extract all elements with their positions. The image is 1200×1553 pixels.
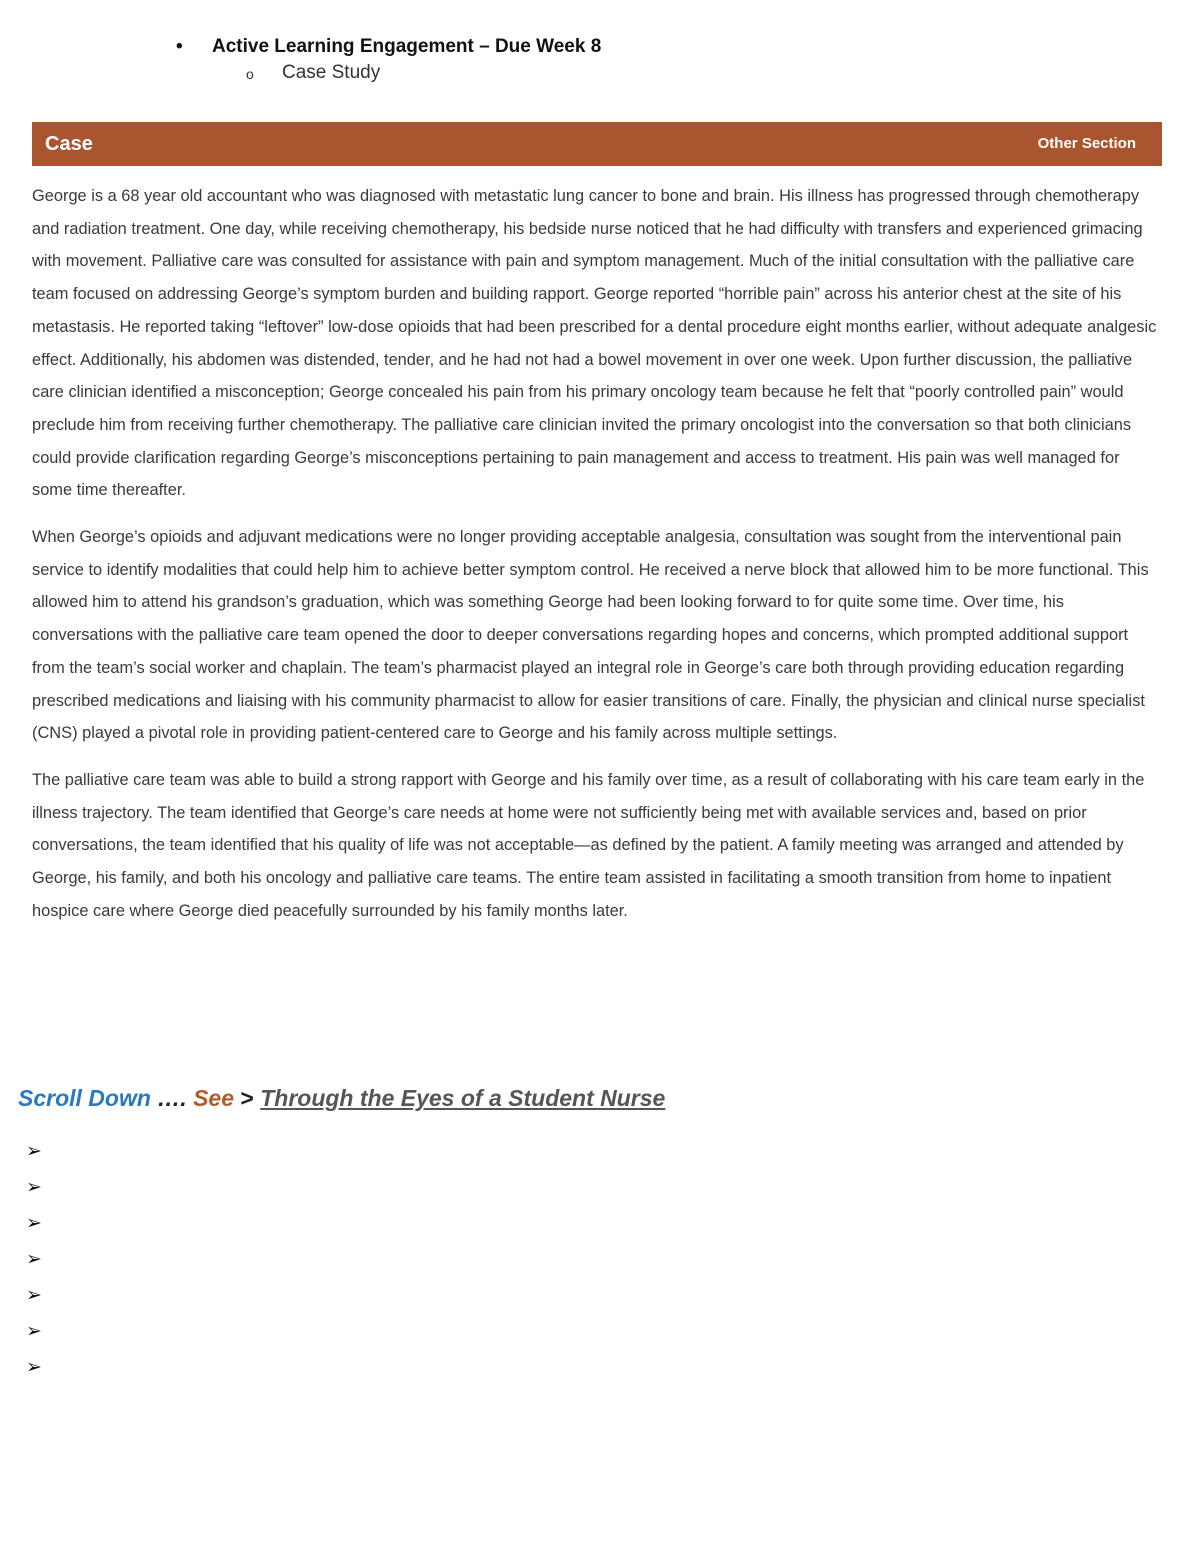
other-section-link[interactable]: Other Section xyxy=(1037,135,1136,152)
scroll-ellipsis: …. xyxy=(150,1085,194,1111)
arrow-bullet-icon: ➢ xyxy=(26,1321,42,1342)
bullet-item-active-learning xyxy=(0,34,1200,60)
arrow-bullet-icon: ➢ xyxy=(26,1213,42,1234)
case-section-header xyxy=(32,122,1162,166)
bullet-ring-icon: o xyxy=(246,66,254,82)
bullet-list xyxy=(0,34,1200,86)
bullet-dot-icon: • xyxy=(176,36,183,57)
arrow-bullet-icon: ➢ xyxy=(26,1285,42,1306)
arrow-bullet-icon: ➢ xyxy=(26,1177,42,1198)
arrow-bullet-icon: ➢ xyxy=(26,1357,42,1378)
sub-bullet-item-case-study xyxy=(0,60,1200,86)
arrow-bullet-icon: ➢ xyxy=(26,1249,42,1270)
sub-bullet-item-label: Case Study xyxy=(282,62,381,83)
arrow-bullet-list xyxy=(26,1140,42,1392)
student-nurse-link[interactable]: Through the Eyes of a Student Nurse xyxy=(260,1085,666,1111)
case-paragraph-2: When George’s opioids and adjuvant medications were no longer providing acceptable analgesia, consultation was sought from the interventional pain service to identify modalities that could help him to achieve better symptom control. He received a nerve block that allowed him to be more functional. This allowed him to attend his grandson’s graduation, which was something George had been looking forward to for quite some time. Over time, his conversations with the palliative care team opened the door to deeper conversations regarding hopes and concerns, which prompted additional support from the team’s social worker and chaplain. The team’s pharmacist played an integral role in George’s care both through providing education regarding prescribed medications and liaising with his community pharmacist to allow for easier transitions of care. Finally, the physician and clinical nurse specialist (CNS) played a pivotal role in providing patient-centered care to George and his family across multiple settings. xyxy=(32,528,1149,743)
scroll-down-text: Scroll Down xyxy=(18,1085,151,1111)
see-text: See xyxy=(193,1085,235,1111)
scroll-separator: > xyxy=(234,1085,261,1111)
case-body xyxy=(32,180,1164,941)
arrow-bullet-icon: ➢ xyxy=(26,1141,42,1162)
case-paragraph-3: The palliative care team was able to build a strong rapport with George and his family over time, as a result of collaborating with his care team early in the illness trajectory. The team identified that George’s care needs at home were not sufficiently being met with available services and, based on prior conversations, the team identified that his quality of life was not acceptable—as defined by the patient. A family meeting was arranged and attended by George, his family, and both his oncology and palliative care teams. The entire team assisted in facilitating a smooth transition from home to inpatient hospice care where George died peacefully surrounded by his family months later. xyxy=(32,770,1145,920)
bullet-item-label: Active Learning Engagement – Due Week 8 xyxy=(212,36,602,57)
scroll-down-prompt xyxy=(18,1085,665,1112)
case-section-title: Case xyxy=(45,133,93,155)
case-paragraph-1: George is a 68 year old accountant who was diagnosed with metastatic lung cancer to bone and brain. His illness has progressed through chemotherapy and radiation treatment. One day, while receiving chemotherapy, his bedside nurse noticed that he had difficulty with transfers and experienced grimacing with movement. Palliative care was consulted for assistance with pain and symptom management. Much of the initial consultation with the palliative care team focused on addressing George’s symptom burden and building rapport. George reported “horrible pain” across his anterior chest at the site of his metastasis. He reported taking “leftover” low-dose opioids that had been prescribed for a dental procedure eight months earlier, without adequate analgesic effect. Additionally, his abdomen was distended, tender, and he had not had a bowel movement in over one week. Upon further discussion, the palliative care clinician identified a misconception; George concealed his pain from his primary oncology team because he felt that “poorly controlled pain” would preclude him from receiving further chemotherapy. The palliative care clinician invited the primary oncologist into the conversation so that both clinicians could provide clarification regarding George’s misconceptions pertaining to pain management and access to treatment. His pain was well managed for some time thereafter. xyxy=(32,187,1157,500)
